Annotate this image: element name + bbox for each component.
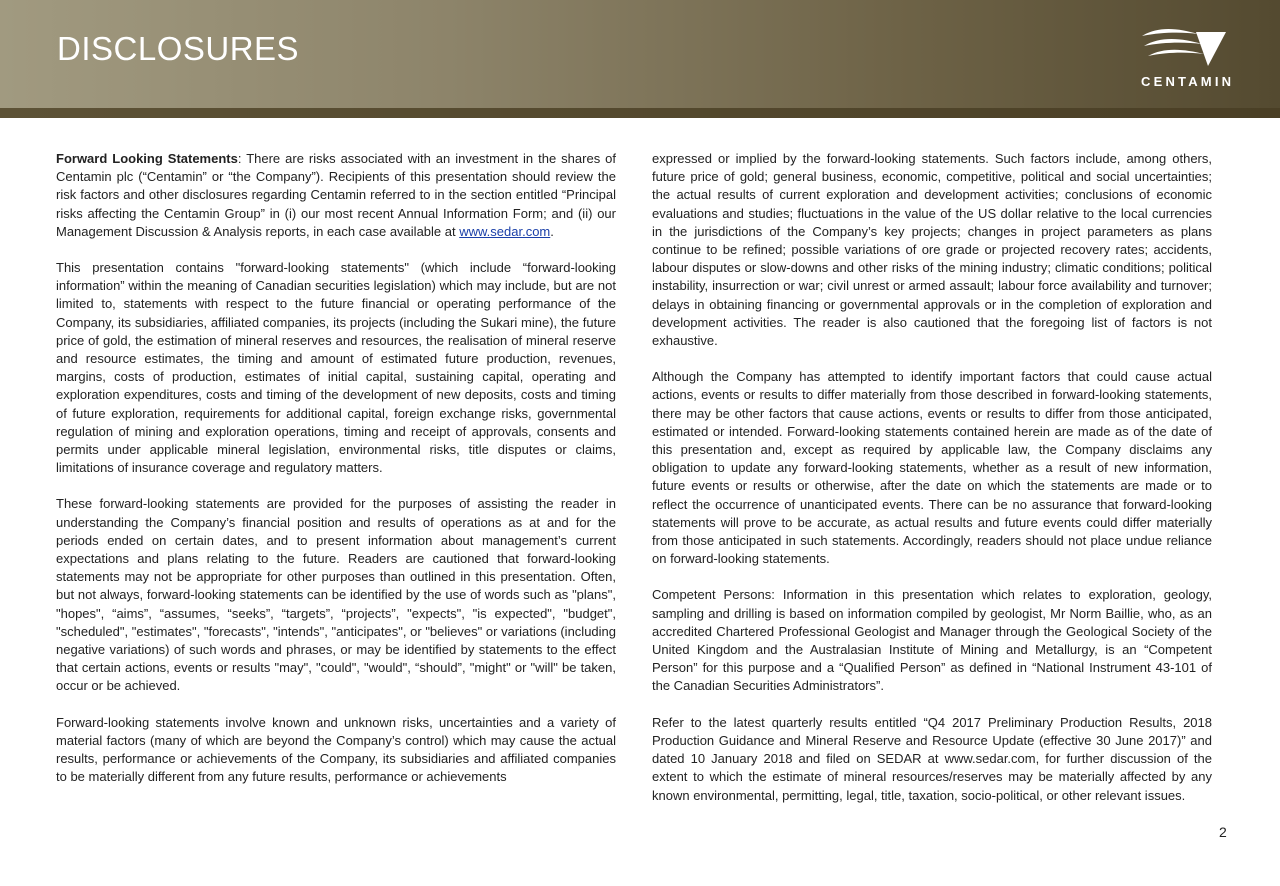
logo-wordmark: CENTAMIN xyxy=(1141,74,1235,89)
intro-text: : There are risks associated with an investment in the shares of Centamin plc (“Centamin” or “the Company”). Recipients of this presentation should review the risk factors and other disclosures regarding Centamin referred to in the section entitled “Principal risks affecting the Centamin Group” in (i) our most recent Annual Information Form; and (ii) our Management Discussion & Analysis reports, in each case available at xyxy=(56,151,616,239)
header-underline xyxy=(0,108,1280,118)
page-number: 2 xyxy=(1219,824,1227,840)
right-column xyxy=(652,150,1212,823)
paragraph-competent-persons: Competent Persons: Information in this presentation which relates to exploration, geology, sampling and drilling is based on information compiled by geologist, Mr Norm Baillie, who, as an accredited Chartered Professional Geologist and Manager through the Geological Society of the United Kingdom and the Australasian Institute of Mining and Metallurgy, is an “Competent Person” for this purpose and a “Qualified Person” as defined in “National Instrument 43-101 of the Canadian Securities Administrators”. xyxy=(652,587,1212,694)
intro-end: . xyxy=(550,223,554,239)
paragraph-risks: Forward-looking statements involve known and unknown risks, uncertainties and a variety of material factors (many of which are beyond the Company’s control) which may cause the actual results, performance or achievements of the Company, its subsidiaries and affiliated companies to be materially different from any future results, performance or achievements xyxy=(56,714,616,785)
paragraph-factors: expressed or implied by the forward-looking statements. Such factors include, among others, future price of gold; general business, economic, competitive, political and social uncertainties; the actual results of current exploration and development activities; conclusions of economic evaluations and studies; fluctuations in the value of the US dollar relative to the local currencies in the jurisdictions of the Company’s key projects; changes in project parameters as plans continue to be refined; possible variations of ore grade or projected recovery rates; accidents, labour disputes or slow-downs and other risks of the mining industry; climatic conditions; political instability, insurrection or war; civil unrest or armed assault; labour force availability and turnover; delays in obtaining financing or governmental approvals or in the completion of exploration and development activities. The reader is also cautioned that the foregoing list of factors is not exhaustive. xyxy=(652,151,1212,349)
left-column xyxy=(56,150,616,805)
paragraph-forward-looking-info: This presentation contains "forward-looking statements" (which include “forward-looking information” within the meaning of Canadian securities legislation) which may include, but are not limited to, statements with respect to the future financial or operating performance of the Company, its subsidiaries, affiliated companies, its projects (including the Sukari mine), the future price of gold, the estimation of mineral reserves and resources, the realisation of mineral reserve and resource estimates, the timing and amount of estimated future production, revenues, margins, costs of production, estimates of initial capital, sustaining capital, operating and exploration expenditures, costs and timing of the development of new deposits, costs and timing of future exploration, requirements for additional capital, foreign exchange risks, governmental regulation of mining and exploration operations, timing and receipt of approvals, consents and permits under applicable mineral legislation, environmental risks, title disputes or claims, limitations of insurance coverage and regulatory matters. xyxy=(56,260,616,476)
paragraph-no-assurance: Although the Company has attempted to identify important factors that could cause actual actions, events or results to differ materially from those described in forward-looking statements, there may be other factors that cause actions, events or results to differ from those anticipated, estimated or intended. Forward-looking statements contained herein are made as of the date of this presentation and, except as required by applicable law, the Company disclaims any obligation to update any forward-looking statements, whether as a result of new information, future events or results or otherwise, after the date on which the statements are made or to reflect the occurrence of unanticipated events. There can be no assurance that forward-looking statements will prove to be accurate, as actual results and future events could differ materially from those anticipated in such statements. Accordingly, readers should not place undue reliance on forward-looking statements. xyxy=(652,369,1212,567)
page-title: DISCLOSURES xyxy=(57,30,300,67)
forward-looking-heading: Forward Looking Statements xyxy=(56,151,238,166)
paragraph-refer-results: Refer to the latest quarterly results entitled “Q4 2017 Preliminary Production Results, 2018 Production Guidance and Mineral Reserve and Resource Update (effective 30 June 2017)” and dated 10 January 2018 and filed on SEDAR at www.sedar.com, for further discussion of the extent to which the estimate of mineral resources/reserves may be materially affected by any known environmental, permitting, legal, title, taxation, socio-political, or other relevant issues. xyxy=(652,714,1212,803)
sedar-link[interactable]: www.sedar.com xyxy=(459,223,551,239)
forward-looking-intro xyxy=(56,150,616,241)
paragraph-purpose: These forward-looking statements are provided for the purposes of assisting the reader in understanding the Company’s financial position and results of operations as at and for the periods ended on certain dates, and to present information about management’s current expectations and plans relating to the future. Readers are cautioned that forward-looking statements may not be appropriate for other purposes than outlined in this presentation. Often, but not always, forward-looking statements can be identified by the use of words such as "plans", "hopes", “aims”, “assumes, “seeks”, “targets”, “projects”, "expects", "is expected", "budget", "scheduled", "estimates", "forecasts", "intends", "anticipates", or "believes" or variations (including negative variations) of such words and phrases, or may be identified by statements to the effect that certain actions, events or results "may", "could", "would", “should”, "might" or "will" be taken, occur or be achieved. xyxy=(56,496,616,694)
